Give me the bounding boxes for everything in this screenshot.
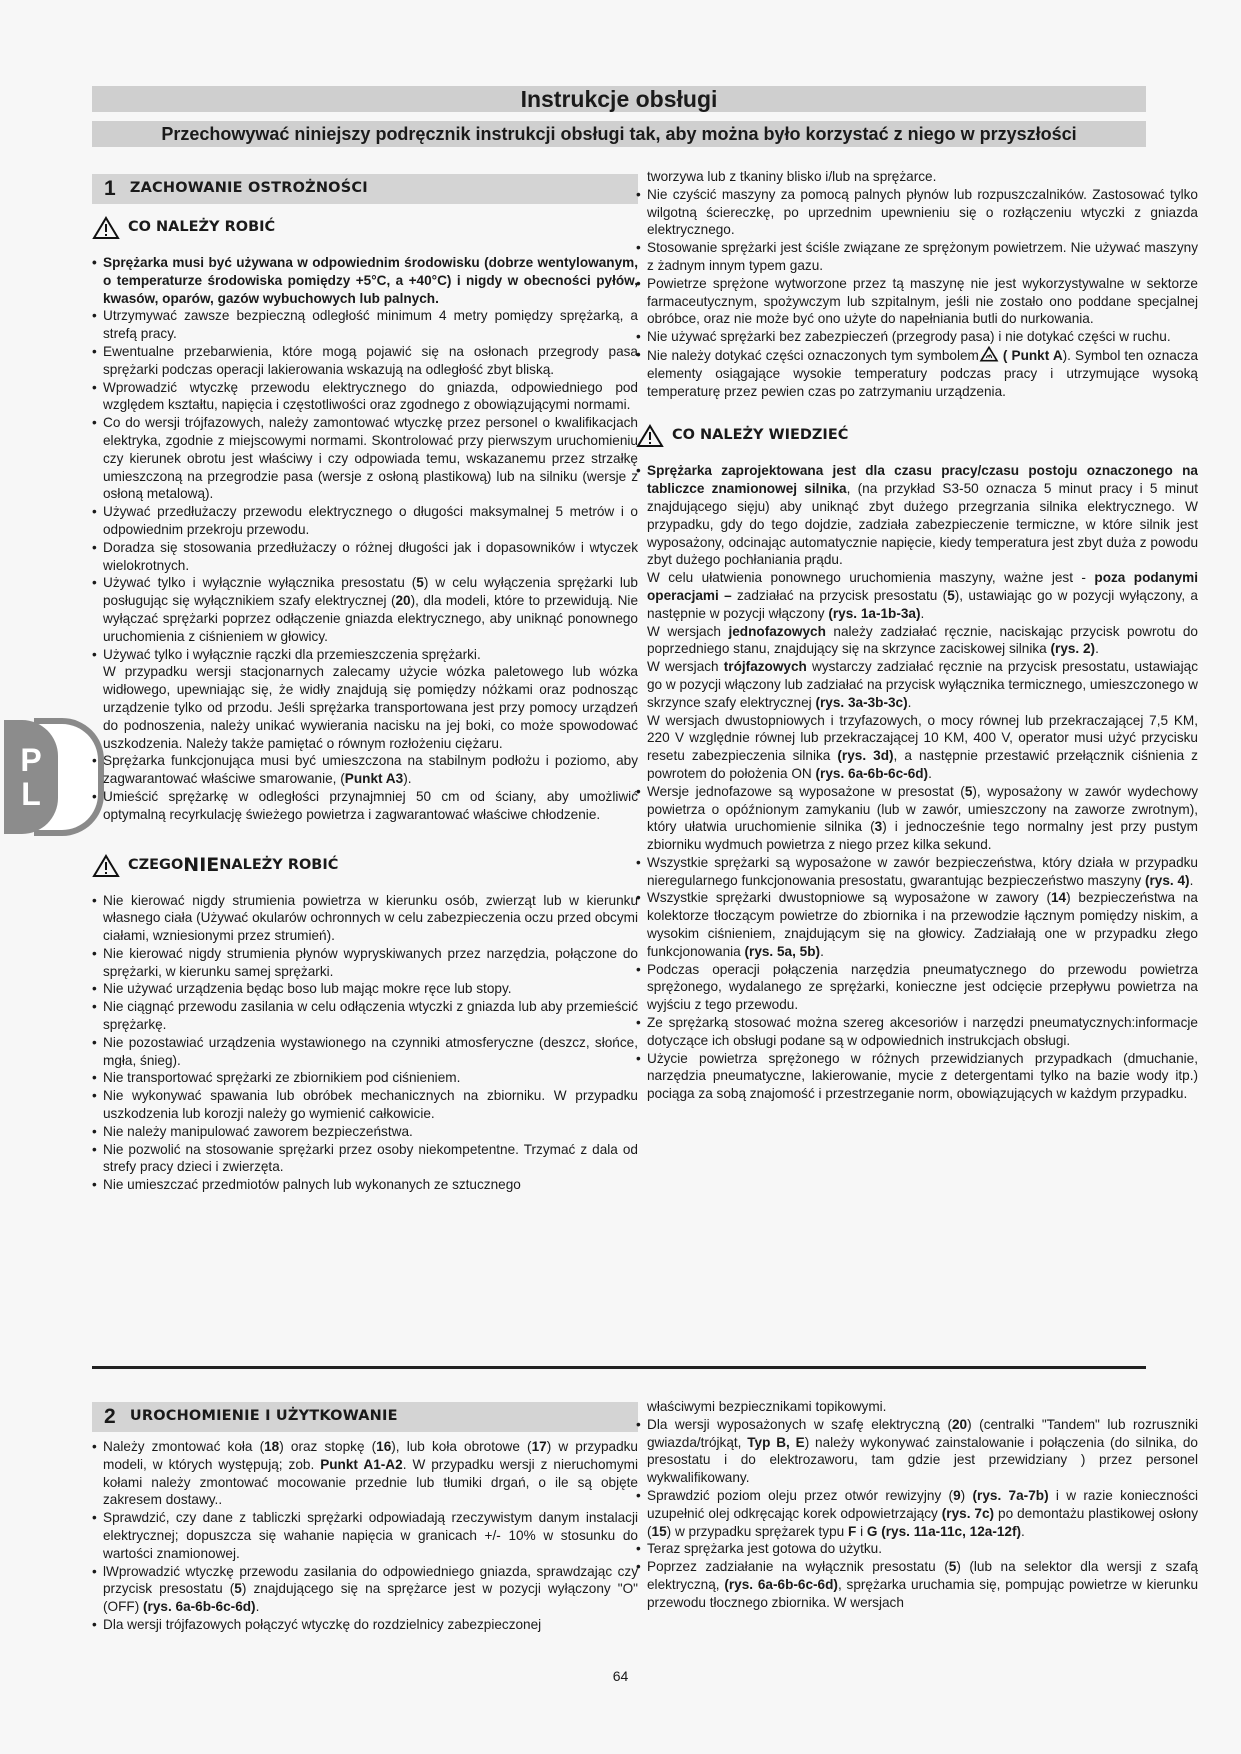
know-item — [636, 783, 1198, 854]
ref-number: 5 — [964, 783, 973, 799]
do-item: • Używać przedłużaczy przewodu elektrycznego o długości maksymalnej 5 metrów i o odpowiednim przekroju przewodu. — [92, 503, 638, 539]
figure-ref: (rys. 7c) — [941, 1505, 995, 1521]
figure-ref: (rys. 3a-3b-3c) — [815, 694, 908, 710]
text-run: ), wyposażony w zawór wydechowy powietrza o opóźnionym zamykaniu (lub w zawór, umieszczony na zaworze zwrotnym), który ułatwia uruchomienie silnika ( — [647, 783, 1198, 835]
ref-type: G — [866, 1523, 878, 1539]
know-item-continuation — [636, 658, 1198, 711]
text-run: ) — [960, 1487, 973, 1503]
setup-item — [92, 1438, 638, 1509]
do-item — [92, 574, 638, 645]
text-run: . — [1189, 872, 1194, 888]
section2-header — [92, 1402, 638, 1432]
text-run: W wersjach — [647, 659, 724, 675]
setup-item: • Teraz sprężarka jest gotowa do użytku. — [636, 1540, 1198, 1558]
do-item: • Doradza się stosowania przedłużaczy o różnej długości jak i dopasowników i wtyczek wielokrotnych. — [92, 539, 638, 575]
do-item: • Utrzymywać zawsze bezpieczną odległość minimum 4 metry pomiędzy sprężarką, a strefą pracy. — [92, 307, 638, 343]
section2-number: 2 — [104, 1405, 116, 1429]
text-run: ), lub koła obrotowe ( — [391, 1439, 532, 1454]
ref-number: 20 — [952, 1416, 968, 1432]
figure-ref: (rys. 6a-6b-6c-6d) — [815, 765, 929, 781]
ref-number: 15 — [651, 1523, 667, 1539]
warning-triangle-icon — [92, 216, 120, 240]
ref-type: Typ B, E — [747, 1434, 805, 1450]
ref-point: ( Punkt A — [998, 347, 1063, 363]
text-run: należy zadziałać ręcznie, naciskając przycisk powrotu do poprzedniego stanu, znajdujący się na skrzynce zaciskowej silnika — [647, 623, 1198, 657]
setup-item: • Sprawdzić, czy dane z tabliczki sprężarki odpowiadają rzeczywistym danym instalacji elektrycznej; dopuszcza się wahanie napięcia w granicach +/- 10% w stosunku do wartości znamionowej. — [92, 1509, 638, 1562]
know-item: • Użycie powietrza sprężonego w różnych przewidzianych przypadkach (dmuchanie, narzędzia pneumatyczne, lakierowanie, mycie z detergentami tylko na bazie wody itp.) pociąga za sobą znajomość i przestrzeganie norm, obowiązujących w każdym przypadku. — [636, 1050, 1198, 1103]
text-run: ) w przypadku sprężarek typu — [666, 1523, 848, 1539]
dont-item: • Nie umieszczać przedmiotów palnych lub wykonanych ze sztucznego — [92, 1176, 638, 1194]
text-run: Wszystkie sprężarki dwustopniowe są wyposażone w zawory ( — [647, 890, 1051, 906]
setup-item — [636, 1487, 1198, 1540]
do-heading — [92, 216, 638, 240]
figure-ref: (rys. 5a, 5b) — [744, 943, 821, 959]
dont-heading — [92, 854, 638, 878]
text-run: . — [1021, 1523, 1025, 1539]
ref-number: 16 — [376, 1439, 392, 1454]
page-number: 64 — [612, 1668, 629, 1684]
dont-item: • Nie pozwolić na stosowanie sprężarki przez osoby niekompetentne. Trzymać z dala od strefy pracy dzieci i zwierzęta. — [92, 1141, 638, 1177]
text-run: Wszystkie sprężarki są wyposażone w zawór bezpieczeństwa, który działa w przypadku nieregularnego funkcjonowania presostatu, gwarantując bezpieczeństwo maszyny — [647, 854, 1198, 888]
setup-item — [636, 1416, 1198, 1487]
text-run: . — [920, 605, 925, 621]
ref-point: Punkt A3 — [344, 771, 404, 787]
text-run: jednofazowych — [728, 623, 826, 639]
dont-item: • Nie transportować sprężarki ze zbiornikiem pod ciśnieniem. — [92, 1069, 638, 1087]
do-item: • Co do wersji trójfazowych, należy zamontować wtyczkę przez personel o kwalifikacjach elektryka, zgodnie z miejscowymi normami. Skontrolować przy pierwszym uruchomieniu czy kierunek obrotu jest właściwy i czy odpowiada temu, wskazanemu przez strzałkę umieszczoną na przegrodzie pasa (wersje z osłoną plastikową) lub na silniku (wersje z osłoną metalową). — [92, 414, 638, 503]
dont-item: • Nie pozostawiać urządzenia wystawionego na czynniki atmosferyczne (deszcz, słońce, mgła, śnieg). — [92, 1034, 638, 1070]
do-item: • Wprowadzić wtyczkę przewodu elektrycznego do gniazda, odpowiedniego pod względem kształtu, napięcia i częstotliwości oraz zgodnego z obowiązującymi normami. — [92, 379, 638, 415]
text-run: ) oraz stopkę ( — [279, 1439, 377, 1454]
ref-number: 20 — [395, 593, 411, 609]
text-run: W wersjach — [647, 623, 729, 639]
figure-ref: (rys. 11a-11c, 12a-12f) — [877, 1523, 1022, 1539]
setup-item-continuation: właściwymi bezpiecznikami topikowymi. — [647, 1399, 887, 1414]
text-run: Sprężarka funkcjonująca musi być umieszczona na stabilnym podłożu i poziomo, aby zagwarantować właściwe smarowanie, ( — [103, 753, 638, 787]
do-item: • Używać tylko i wyłącznie rączki dla przemieszczenia sprężarki. — [92, 646, 638, 664]
ref-number: 18 — [264, 1439, 280, 1454]
section-divider — [92, 1366, 1146, 1369]
text-run: ) w przypadku modeli, w których występują; zob. — [103, 1439, 638, 1472]
ref-number: 9 — [953, 1487, 961, 1503]
text-run: . — [928, 765, 932, 781]
ref-number: 5 — [947, 587, 955, 603]
text-run: wystarczy zadziałać ręcznie na przycisk presostatu, ustawiając go w pozycji włączony lub zadziałać na przycisk wyłącznika termicznego, umieszczonego w skrzynce szafy elektrycznej — [647, 659, 1198, 710]
dont-item: • Nie należy manipulować zaworem bezpieczeństwa. — [92, 1123, 638, 1141]
ref-number: 3 — [874, 819, 883, 835]
text-run: , sprężarka uruchamia się, pompując powietrze w kierunku przewodu tłocznego zbiornika. W wersjach — [647, 1576, 1198, 1610]
text-run: ) bezpieczeństwa na kolektorze tłoczącym powietrze do zbiornika i na przewodzie łącznym pomiędzy niskim, a wysokim ciśnieniem, znajdującym się na głowicy. Zadziałają one w przypadku złego funkcjonowania — [647, 890, 1198, 959]
language-tab-letter-1: P — [20, 742, 42, 778]
do-item-continuation: W przypadku wersji stacjonarnych zalecamy użycie wózka paletowego lub wózka widłowego, upewniając się, że widły znajdują się pomiędzy nóżkami oraz podnosząc urządzenie tylko od przodu. Jeśli sprężarka transportowana jest przy pomocy urządzeń do podnoszenia, należy unikać wywierania nacisku na jej boki, co może spowodować uszkodzenia. Należy także pamiętać o równym rozłożeniu ciężaru. — [103, 664, 638, 751]
text-run: Poprzez zadziałanie na wyłącznik presostatu ( — [647, 1559, 949, 1575]
text-run: po demontażu plastikowej osłony ( — [647, 1505, 1199, 1539]
text-run: ) (lub na selektor dla wersji z szafą elektryczną, — [647, 1559, 1198, 1592]
know-item-continuation — [636, 569, 1198, 622]
dont-item — [636, 346, 1198, 400]
figure-ref: (rys. 1a-1b-3a) — [828, 605, 921, 621]
text-run: trójfazowych — [723, 659, 807, 675]
know-item-continuation — [636, 712, 1198, 783]
section2-right-column — [636, 1398, 1198, 1612]
ref-type: F — [847, 1523, 857, 1539]
ref-number: 5 — [948, 1559, 957, 1575]
know-heading — [636, 424, 1198, 448]
setup-item: • Dla wersji trójfazowych połączyć wtyczkę do rozdzielnicy zabezpieczonej — [92, 1616, 638, 1634]
text-run: ) (centralki "Tandem" lub rozruszniki gwiazda/trójkąt, — [647, 1416, 1198, 1450]
text-run: Nie należy dotykać części oznaczonych tym symbolem — [647, 347, 979, 363]
ref-number: 5 — [234, 1581, 242, 1597]
text-run: ), ustawiając go w pozycji wyłączony, a następnie w pozycji włączony — [647, 587, 1198, 621]
ref-number: 5 — [416, 575, 424, 591]
text-run: Sprawdzić poziom oleju przez otwór rewizyjny ( — [647, 1487, 954, 1503]
dont-item: • Nie wykonywać spawania lub obróbek mechanicznych na zbiorniku. W przypadku uszkodzenia lub korozji należy go wymienić całkowicie. — [92, 1087, 638, 1123]
text-run: . W przypadku wersji z nieruchomymi kołami należy zmontować mocowanie przednie lub tłumiki drgań, o ile są objęte zakresem dostawy.. — [103, 1456, 638, 1508]
text-run: poza podanymi operacjami – — [647, 570, 1198, 603]
ref-point: Punkt A1-A2 — [320, 1456, 403, 1472]
section2-title: UROCHOMIENIE I UŻYTKOWANIE — [129, 1408, 398, 1425]
do-item — [92, 752, 638, 788]
dont-item: • Nie kierować nigdy strumienia powietrza w kierunku osób, zwierząt lub w kierunku własnego ciała (Używać okularów ochronnych w celu zabezpieczenia oczu przed obcymi ciałami, wzniesionymi przez strumień). — [92, 892, 638, 945]
figure-ref: (rys. 6a-6b-6c-6d) — [724, 1576, 838, 1592]
text-run: W wersjach dwustopniowych i trzyfazowych, o mocy równej lub przekraczającej 7,5 KM, 220 V względnie równej lub przekraczającej 10 KM, 400 V, operator musi użyć przycisku resetu zabezpieczenia silnika — [647, 712, 1198, 764]
hot-surface-warning-icon — [979, 346, 999, 362]
text-run: Należy zmontować koła ( — [103, 1439, 265, 1454]
text-run: Wersje jednofazowe są wyposażone w presostat ( — [647, 783, 965, 799]
warning-triangle-icon — [92, 854, 120, 878]
know-item-continuation — [636, 623, 1198, 659]
text-run: ) należy wykonywać zainstalowanie i połączenia (do silnika, do presostatu i do elektrozaworu, tam gdzie jest przewidziany ) przez personel wykwalifikowany. — [647, 1434, 1198, 1486]
dont-item: • Nie używać urządzenia będąc boso lub mając mokre ręce lub stopy. — [92, 980, 638, 998]
text-run: i w razie konieczności uzupełnić olej odkręcając korek odpowietrzający — [647, 1487, 1199, 1521]
text-run: ). — [403, 771, 412, 787]
page-subtitle: Przechowywać niniejszy podręcznik instrukcji obsługi tak, aby można było korzystać z niego w przyszłości — [92, 121, 1146, 147]
dont-heading-pre: CZEGO — [128, 856, 184, 873]
ref-number: 14 — [1051, 890, 1067, 906]
know-item — [636, 462, 1198, 569]
text-run: . — [255, 1599, 260, 1615]
dont-item: • Stosowanie sprężarki jest ściśle związane ze sprężonym powietrzem. Nie używać maszyny z żadnym innym typem gazu. — [636, 239, 1198, 275]
text-run: . — [820, 943, 824, 959]
text-run: Używać tylko i wyłącznie wyłącznika presostatu ( — [103, 575, 417, 591]
text-run: . — [907, 694, 912, 710]
section1-title: ZACHOWANIE OSTROŻNOŚCI — [129, 180, 368, 197]
text-run: Sprężarka zaprojektowana jest dla czasu pracy/czasu postoju oznaczonego na tabliczce znamionowej silnika — [647, 463, 1198, 497]
text-run: . — [1095, 641, 1099, 657]
know-item — [636, 854, 1198, 890]
text-run: i — [856, 1523, 867, 1539]
do-item: • Ewentualne przebarwienia, które mogą pojawić się na osłonach przegrody pasa sprężarki podczas operacji lakierowania wskazują na odległość zbyt bliską. — [92, 343, 638, 379]
dont-item: • Nie kierować nigdy strumienia płynów wypryskiwanych przez narzędzia, połączone do sprężarki, w kierunku samej sprężarki. — [92, 945, 638, 981]
dont-item-continuation: tworzywa lub z tkaniny blisko i/lub na sprężarce. — [647, 169, 937, 184]
section1-header — [92, 174, 638, 204]
figure-ref: (rys. 7a-7b) — [972, 1487, 1049, 1503]
warning-triangle-icon — [636, 424, 664, 448]
text-run: zadziałać na przycisk presostatu ( — [731, 587, 948, 603]
know-item: • Ze sprężarką stosować można szereg akcesoriów i narzędzi pneumatycznych:informacje dotyczące ich obsługi podane są w odpowiednich instrukcjach obsługi. — [636, 1014, 1198, 1050]
text-run: , (na przykład S3-50 oznacza 5 minut pracy i 5 minut znajdującego sięju) aby uniknąć zbyt dużego przegrzania silnika elektrycznego. W przypadku, gdy do tego dojdzie, zadziała zabezpieczenie termiczne, w które silnik jest wyposażony, odcinając automatycznie napięcie, kiedy temperatura jest zbyt duża z powodu zbyt dużego pochłaniania prądu. — [647, 481, 1198, 568]
text-run: ) i jednocześnie tego normalny jest przy pustym zbiorniku wydmuch powietrza z niego przez kilka sekund. — [647, 819, 1198, 853]
figure-ref: (rys. 3d) — [837, 748, 894, 764]
page-title: Instrukcje obsługi — [92, 86, 1146, 112]
figure-ref: (rys. 4) — [1144, 872, 1190, 888]
text-run: ), dla modeli, które to przewidują. Nie wyłączać sprężarki poprzez odłączenie gniazda elektrycznego, aby uniknąć ponownego uruchomienia z ciśnieniem w głowicy. — [103, 593, 638, 644]
language-tab — [4, 720, 58, 834]
language-tab-letter-2: L — [21, 776, 41, 812]
figure-ref: (rys. 2) — [1050, 641, 1096, 657]
text-run: W celu ułatwienia ponownego uruchomienia maszyny, ważne jest - — [647, 570, 1095, 586]
know-item — [636, 889, 1198, 960]
text-run: , a następnie przestawić przełącznik ciśnienia z powrotem do położenia ON — [647, 748, 1198, 781]
dont-item: • Nie czyścić maszyny za pomocą palnych płynów lub rozpuszczalników. Zastosować tylko wilgotną ściereczkę, po uprzednim upewnieniu się o rozłączeniu wtyczki z gniazda elektrycznego. — [636, 186, 1198, 239]
figure-ref: (rys. 6a-6b-6c-6d) — [143, 1599, 256, 1615]
section1-left-column — [92, 174, 638, 1194]
dont-item: • Nie ciągnąć przewodu zasilania w celu odłączenia wtyczki z gniazda lub aby przemieścić sprężarkę. — [92, 998, 638, 1034]
text-run: ) w celu wyłączenia sprężarki lub posługując się wyłącznikiem szafy elektrycznej ( — [103, 575, 638, 609]
setup-item — [636, 1558, 1198, 1611]
section1-right-column — [636, 168, 1198, 1103]
text-run: ). Symbol ten oznacza elementy osiągające wysokie temperatury podczas pracy i utrzymujące wysoką temperaturę przez pewien czas po zatrzymaniu urządzenia. — [647, 347, 1198, 399]
setup-item — [92, 1563, 638, 1616]
dont-heading-post: NALEŻY ROBIĆ — [219, 856, 339, 873]
dont-item: • Powietrze sprężone wytworzone przez tą maszynę nie jest wykorzystywalne w sektorze farmaceutycznym, spożywczym lub szpitalnym, jeśli nie zostało ono poddane specjalnej obróbce, oraz nie może być ono użyte do napełniania butli do nurkowania. — [636, 275, 1198, 328]
know-heading-text: CO NALEŻY WIEDZIEĆ — [672, 427, 849, 444]
ref-number: 17 — [531, 1439, 547, 1454]
dont-item: • Nie używać sprężarki bez zabezpieczeń (przegrody pasa) i nie dotykać części w ruchu. — [636, 328, 1198, 346]
know-item: • Podczas operacji połączenia narzędzia pneumatycznego do przewodu powietrza sprężonego, wydalanego ze sprężarki, konieczne jest odcięcie przepływu powietrza na wyjściu z tego przewodu. — [636, 961, 1198, 1014]
section1-number: 1 — [104, 177, 116, 201]
dont-heading-emphasis: NIE — [183, 853, 220, 876]
section2-left-column — [92, 1402, 638, 1634]
text-run: lWprowadzić wtyczkę przewodu zasilania do odpowiedniego gniazda, sprawdzając czy przycisk presostatu ( — [103, 1563, 638, 1597]
do-item: • Umieścić sprężarkę w odległości przynajmniej 50 cm od ściany, aby umożliwić optymalną recyrkulację świeżego powietrza i zagwarantować właściwe chłodzenie. — [92, 788, 638, 824]
text-run: Dla wersji wyposażonych w szafę elektryczną ( — [647, 1416, 952, 1432]
do-item: • Sprężarka musi być używana w odpowiednim środowisku (dobrze wentylowanym, o temperaturze środowiska pomiędzy +5°C, a +40°C) i nigdy w obecności pyłów, kwasów, oparów, gazów wybuchowych lub palnych. — [92, 254, 638, 307]
do-heading-text: CO NALEŻY ROBIĆ — [128, 219, 276, 236]
text-run: ) znajdującego się na sprężarce jest w pozycji wyłączony "O" (OFF) — [103, 1581, 638, 1615]
